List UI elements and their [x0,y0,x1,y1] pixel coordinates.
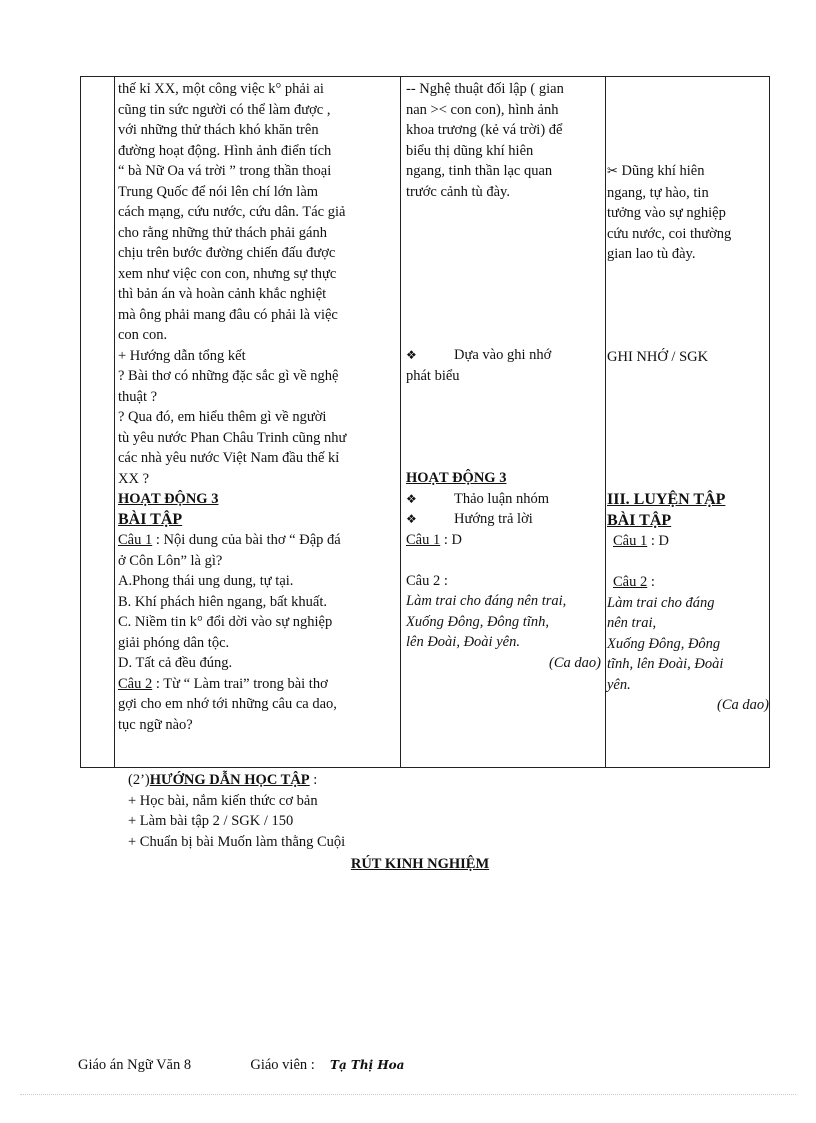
scissors-icon: ✂ [607,164,618,179]
content-column [607,79,769,716]
ghi-nho-task: ❖ Dựa vào ghi nhớ [406,345,601,366]
text-line: cứu nước, coi thường [607,225,732,242]
homework-items [128,791,345,853]
folk-poem [406,591,601,653]
text-line: Xuống Đông, Đông [607,635,721,652]
activity-3-heading: HOẠT ĐỘNG 3 [118,491,219,507]
phat-bieu: phát biểu [406,367,460,384]
text-line: A.Phong thái ung dung, tự tại. [118,573,294,589]
text-line: tục ngữ nào? [118,716,193,733]
text-line: thuật ? [118,388,158,405]
text-line: tưởng vào sự nghiệp [607,205,726,221]
answer-options [118,571,398,674]
text-line: thế kỉ XX, một công việc k° phải ai [118,81,324,97]
text-line: giải phóng dân tộc. [118,634,230,651]
text-line: tù yêu nước Phan Châu Trinh cũng như [118,429,347,446]
question-2-cont [118,694,398,735]
question-2: Câu 2 : Từ “ Làm trai” trong bài thơ [118,675,328,692]
text-line: trước cảnh tù đày. [406,183,510,200]
text-line: nên trai, [607,615,657,631]
text-line: cho rằng những thử thách phải gánh [118,224,327,241]
page-footer [78,1057,404,1074]
diamond-bullet-icon: ❖ [406,348,417,362]
intro-paragraph [118,79,398,346]
homework-heading: (2’)HƯỚNG DẪN HỌC TẬP : [128,772,318,788]
exercise-heading: BÀI TẬP [607,511,672,529]
text-line: + Chuẩn bị bài Muốn làm thằng Cuội [128,833,346,850]
text-line: biểu thị dũng khí hiên [406,142,534,159]
exercise-heading: BÀI TẬP [118,510,183,528]
homework-section [128,770,345,852]
art-analysis [406,79,601,202]
column-divider [114,77,115,767]
text-line: khoa trương (kẻ vá trời) để [406,122,563,138]
text-line: ngang, tinh thần lạc quan [406,163,553,179]
practice-heading: III. LUYỆN TẬP [607,491,726,508]
text-line: Làm trai cho đáng nên trai, [406,593,567,609]
page-edge [20,1094,796,1095]
text-line: B. Khí phách hiên ngang, bất khuất. [118,593,327,610]
text-line: tĩnh, lên Đoài, Đoài [607,656,724,672]
text-line: cũng tin sức người có thể làm được , [118,101,331,118]
text-line: ✂ Dũng khí hiên [607,163,705,179]
diamond-bullet-icon: ❖ [406,491,417,506]
text-line: Làm trai cho đáng [607,594,715,611]
text-line: chịu trên bước đường chiến đấu được [118,245,336,261]
question-1-cont: ở Côn Lôn” là gì? [118,552,223,569]
text-line: “ bà Nữ Oa vá trời ” trong thần thoại [118,163,332,179]
answer-2-label: Câu 2 : [406,572,448,589]
teacher-signature: Tạ Thị Hoa [330,1058,405,1072]
text-line: các nhà yêu nước Việt Nam đầu thế kỉ [118,450,340,466]
text-line: ? Bài thơ có những đặc sắc gì về nghệ [118,368,339,384]
poem-source: (Ca dao) [549,654,601,671]
answer-1: Câu 1 : D [406,531,462,548]
folk-poem [607,593,769,696]
text-line: xem như việc con con, nhưng sự thực [118,265,337,282]
text-line: Xuống Đông, Đông tĩnh, [406,613,549,630]
text-line: + Học bài, nắm kiến thức cơ bản [128,792,318,809]
text-line: XX ? [118,470,150,487]
text-line: gợi cho em nhớ tới những câu ca dao, [118,696,337,712]
text-line: + Hướng dẫn tổng kết [118,347,246,364]
text-line: con con. [118,327,168,343]
text-line: ? Qua đó, em hiểu thêm gì về người [118,409,327,425]
text-line: cách mạng, cứu nước, cứu dân. Tác giả [118,204,346,220]
task-answer-direction: ❖ Hướng trả lời [406,509,601,530]
text-line: lên Đoài, Đoài yên. [406,634,520,650]
courage-summary [607,161,769,265]
ghi-nho-sgk: GHI NHỚ / SGK [607,348,709,365]
text-line: D. Tất cả đều đúng. [118,655,233,671]
question-1: Câu 1 : Nội dung của bài thơ “ Đập đá [118,532,341,548]
footer-teacher-label: Giáo viên : [250,1057,315,1073]
column-divider [605,77,606,767]
student-activity-column [406,79,601,673]
answer-1: Câu 1 : D [613,533,669,549]
teacher-activity-column [118,79,398,735]
diamond-bullet-icon: ❖ [406,512,417,526]
activity-3-heading: HOẠT ĐỘNG 3 [406,470,507,486]
text-line: C. Niềm tin k° đổi dời vào sự nghiệp [118,614,333,630]
rut-kinh-nghiem-heading: RÚT KINH NGHIỆM [350,856,490,872]
text-line: nan >< con con), hình ảnh [406,101,559,118]
text-line: ngang, tự hào, tin [607,184,709,201]
text-line: với những thử thách khó khăn trên [118,122,319,138]
text-line: -- Nghệ thuật đối lập ( gian [406,81,564,97]
text-line: gian lao tù đày. [607,246,696,262]
text-line: mà ông phải mang đâu có phải là việc [118,306,338,323]
poem-source: (Ca dao) [717,697,769,713]
text-line: yên. [607,676,631,693]
text-line: thì bản án và hoàn cảnh khắc nghiệt [118,286,327,302]
task-group-discussion: ❖ Thảo luận nhóm [406,489,601,510]
lesson-table [80,76,770,768]
text-line: đường hoạt động. Hình ảnh điển tích [118,142,332,159]
summary-guide [118,346,398,490]
text-line: + Làm bài tập 2 / SGK / 150 [128,813,294,829]
answer-2-label: Câu 2 : [613,574,655,590]
text-line: Trung Quốc để nói lên chí lớn làm [118,183,319,200]
footer-subject: Giáo án Ngữ Văn 8 [78,1057,192,1073]
column-divider [400,77,401,767]
